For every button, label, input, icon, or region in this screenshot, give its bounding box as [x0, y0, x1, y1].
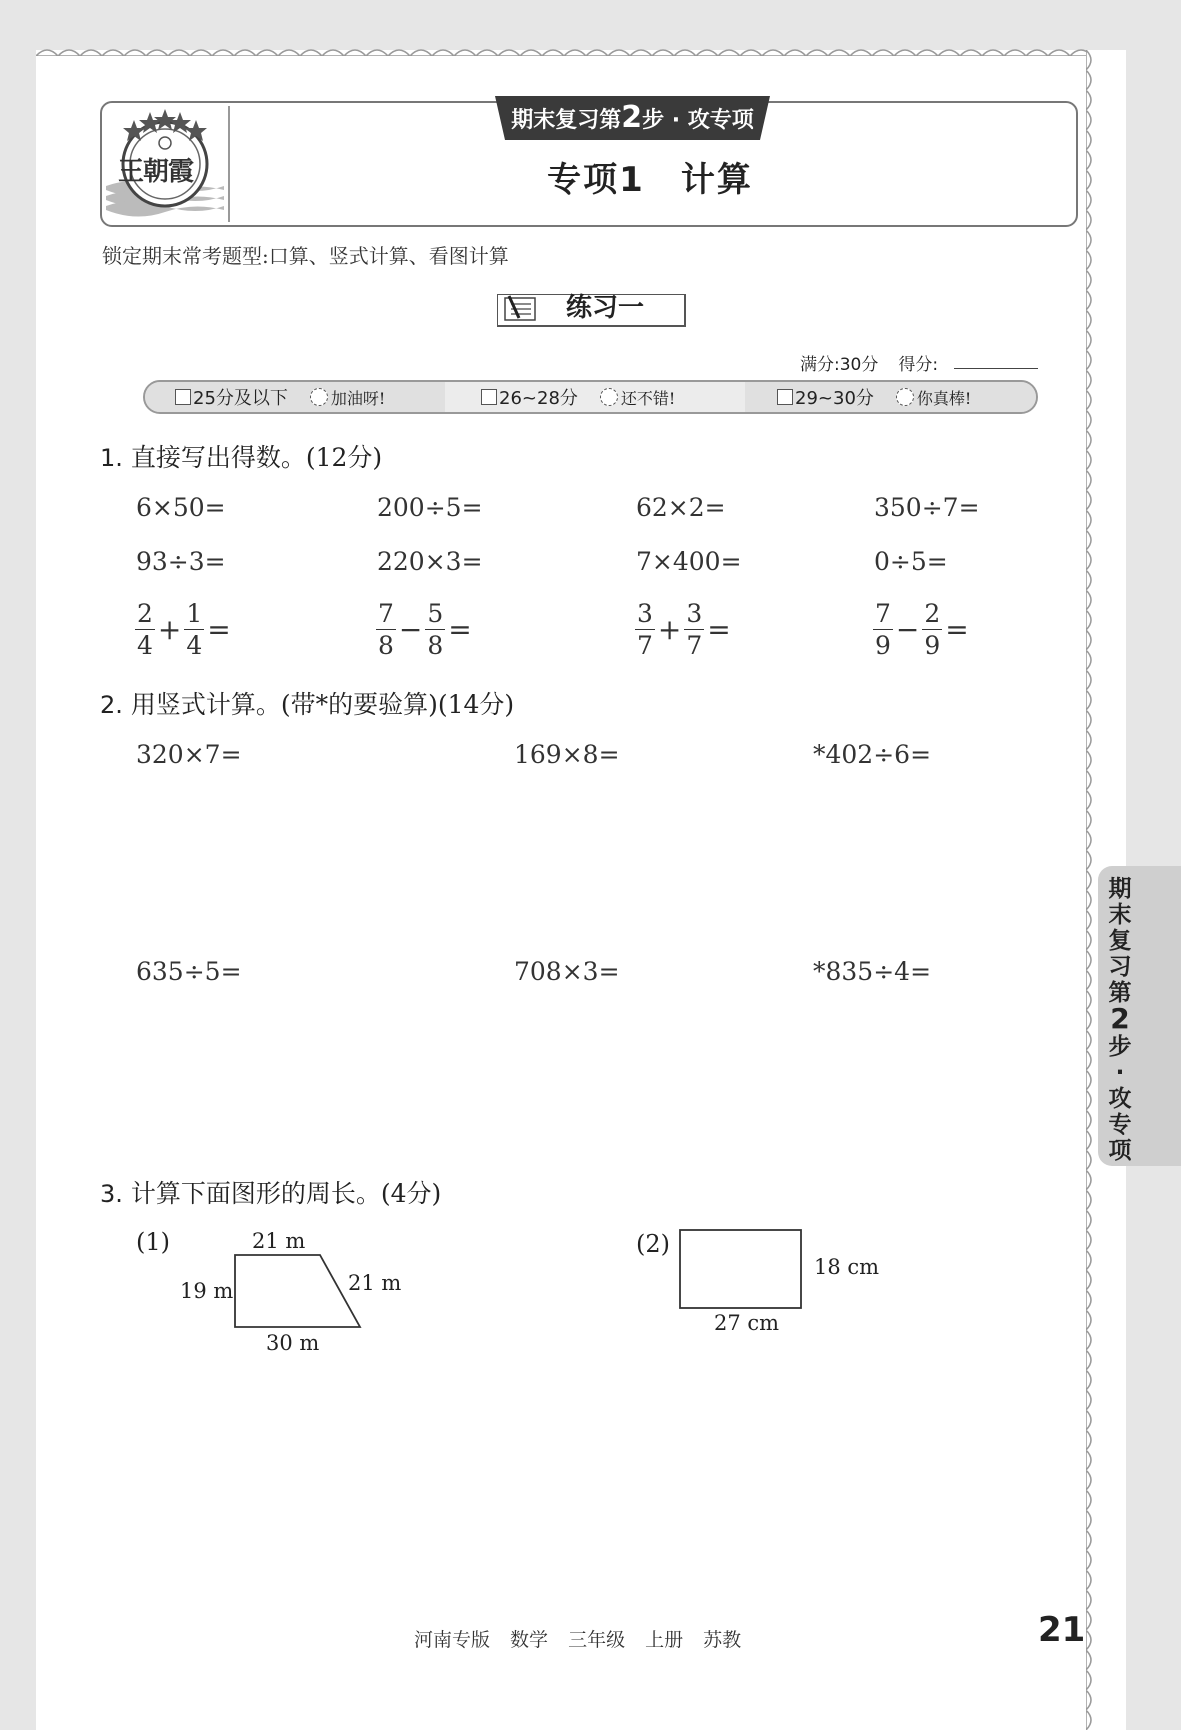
numerator: 3: [637, 599, 653, 628]
equals: =: [945, 613, 969, 646]
denominator: 8: [427, 631, 444, 660]
numerator: 2: [924, 599, 941, 628]
rating-cheer: 还不错!: [620, 388, 676, 408]
fig2-right-length: 18 cm: [814, 1255, 880, 1279]
rating-range: 26~28分: [499, 388, 578, 409]
q1-title: 直接写出得数。(12分): [130, 443, 383, 472]
checkbox-icon[interactable]: [777, 389, 793, 405]
q2-expr: *835÷4=: [813, 957, 932, 986]
q2-expr: 708×3=: [514, 957, 620, 986]
rating-range: 29~30分: [795, 388, 874, 409]
title-part1: 专项1: [547, 160, 645, 200]
smiley-icon: [896, 388, 914, 406]
q1-number: 1.: [100, 444, 123, 472]
q1-expr: 200÷5=: [377, 493, 483, 522]
trapezoid-figure: [230, 1250, 366, 1330]
score-line: [800, 350, 938, 375]
denominator: 8: [378, 631, 394, 660]
rating-range: 25分及以下: [193, 388, 288, 409]
q2-expr: 169×8=: [514, 740, 620, 769]
q1-expr: 0÷5=: [874, 547, 948, 576]
q2-number: 2.: [100, 691, 123, 719]
operator: −: [398, 613, 423, 646]
q1-expr: 220×3=: [377, 547, 483, 576]
q2-expr: *402÷6=: [813, 740, 932, 769]
denominator: 7: [637, 631, 653, 660]
fig1-top-length: 21 m: [252, 1229, 306, 1253]
q1-fraction-expr: [134, 601, 233, 658]
checkbox-icon[interactable]: [175, 389, 191, 405]
score-label: 得分:: [898, 355, 939, 375]
score-blank: [954, 368, 1038, 369]
denominator: 4: [186, 631, 203, 660]
checkbox-icon[interactable]: [481, 389, 497, 405]
fig1-bottom-length: 30 m: [266, 1331, 320, 1355]
equals: =: [448, 613, 472, 646]
exercise-label: 练习一: [566, 293, 645, 323]
notebook-pen-icon: [503, 294, 537, 324]
side-tab-prefix: 期末复习第: [1108, 876, 1132, 1006]
subtitle: 锁定期末常考题型:口算、竖式计算、看图计算: [102, 244, 509, 268]
denominator: 9: [875, 631, 891, 660]
side-tab-label: [1108, 876, 1132, 1164]
q1-expr: 93÷3=: [136, 547, 226, 576]
side-tab-step: 2: [1110, 1002, 1130, 1035]
operator: +: [657, 613, 682, 646]
smiley-icon: [310, 388, 328, 406]
fig1-slant-length: 21 m: [348, 1271, 402, 1295]
rating-bar: [143, 380, 1038, 414]
rating-option-2: [481, 382, 675, 412]
rating-option-1: [175, 382, 385, 412]
q2-expr: 320×7=: [136, 740, 242, 769]
fig2-label: (2): [636, 1230, 670, 1258]
rating-cheer: 加油呀!: [330, 388, 386, 408]
q1-fraction-expr: [375, 601, 474, 658]
header-tab-step: 2: [621, 100, 643, 135]
numerator: 7: [875, 599, 891, 628]
q3-heading: [100, 1174, 441, 1210]
smiley-icon: [600, 388, 618, 406]
denominator: 7: [686, 631, 703, 660]
header-tab-prefix: 期末复习第: [511, 108, 622, 133]
numerator: 7: [378, 599, 394, 628]
title-part2: 计算: [680, 160, 753, 200]
fig1-label: (1): [136, 1228, 170, 1256]
page-title: [460, 152, 840, 201]
equals: =: [207, 613, 231, 646]
side-tab-suffix: 步·攻专项: [1108, 1034, 1132, 1164]
rating-cheer: 你真棒!: [916, 388, 972, 408]
rectangle-figure: [677, 1227, 805, 1311]
q1-heading: [100, 438, 382, 474]
q1-expr: 6×50=: [136, 493, 226, 522]
fig2-bottom-length: 27 cm: [714, 1311, 780, 1335]
header-tab-suffix: 步 · 攻专项: [642, 108, 754, 133]
q3-number: 3.: [100, 1180, 123, 1208]
q2-heading: [100, 685, 514, 721]
numerator: 2: [137, 599, 153, 628]
numerator: 1: [186, 599, 203, 628]
q1-expr: 350÷7=: [874, 493, 980, 522]
q1-expr: 7×400=: [636, 547, 742, 576]
q1-expr: 62×2=: [636, 493, 726, 522]
footer-info: 河南专版 数学 三年级 上册 苏教: [414, 1629, 742, 1651]
q1-fraction-expr: [872, 601, 971, 658]
numerator: 3: [686, 599, 703, 628]
operator: −: [895, 613, 920, 646]
logo-text: 王朝霞: [118, 157, 194, 187]
rating-option-3: [777, 382, 971, 412]
full-marks: 满分:30分: [800, 355, 879, 375]
page-number: 21: [1038, 1610, 1086, 1650]
logo-divider: [228, 106, 230, 222]
denominator: 9: [924, 631, 941, 660]
q3-title: 计算下面图形的周长。(4分): [130, 1179, 442, 1208]
numerator: 5: [427, 599, 444, 628]
q1-fraction-expr: [634, 601, 733, 658]
header-tab-label: [485, 99, 780, 137]
fig1-left-length: 19 m: [180, 1279, 234, 1303]
paper-wave-top: [36, 42, 1086, 56]
q2-expr: 635÷5=: [136, 957, 242, 986]
denominator: 4: [137, 631, 153, 660]
operator: +: [157, 613, 182, 646]
equals: =: [707, 613, 731, 646]
q2-title: 用竖式计算。(带*的要验算)(14分): [130, 690, 515, 719]
